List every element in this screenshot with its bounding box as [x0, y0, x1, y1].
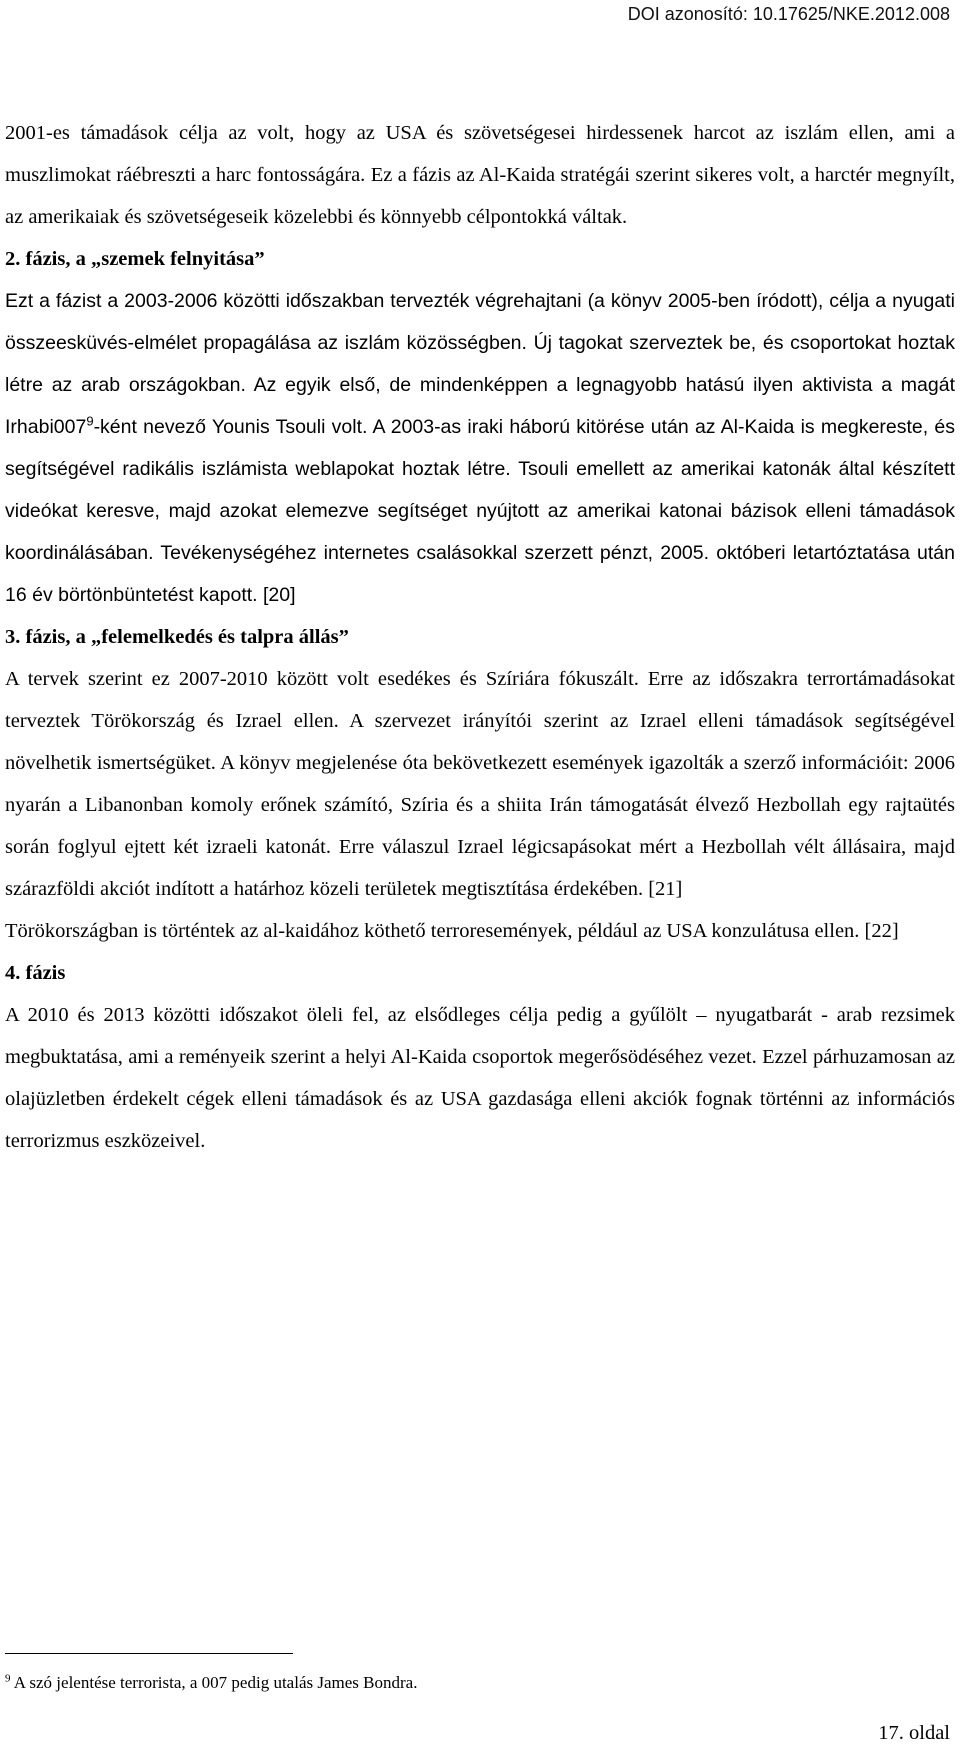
- footnote-reference: 9: [86, 413, 94, 429]
- paragraph-phase-4: A 2010 és 2013 közötti időszakot öleli fel, az elsődleges célja pedig a gyűlölt – nyugatbarát - arab rezsimek megbuktatása, ami a reményeik szerint a helyi Al-Kaida csoportok megerősödéséhez vezet. Ezzel párhuzamosan az olajüzletben érdekelt cégek elleni támadások és az USA gazdasága elleni akciók fognak történni az információs terrorizmus eszközeivel.: [5, 1004, 955, 1152]
- document-body: [5, 112, 955, 1162]
- paragraph-phase-2: [5, 280, 955, 616]
- footnote: [5, 1672, 417, 1694]
- paragraph-intro: 2001-es támadások célja az volt, hogy az USA és szövetségesei hirdessenek harcot az iszlám ellen, ami a muszlimokat ráébreszti a harc fontosságára. Ez a fázis az Al-Kaida stratégái szerint sikeres volt, a harctér megnyílt, az amerikaiak és szövetségeseik közelebbi és könnyebb célpontokká váltak.: [5, 122, 955, 228]
- paragraph-phase-2-text-a: Ezt a fázist a 2003-2006 közötti időszakban tervezték végrehajtani (a könyv 2005-ben íródott), célja a nyugati összeesküvés-elmélet propagálása az iszlám közösségben. Új tagokat szerveztek be, és csoportokat hoztak létre az arab országokban. Az egyik első, de mindenképpen a legnagyobb hatású ilyen aktivista a magát Irhabi007: [5, 290, 955, 438]
- paragraph-turkey: Törökországban is történtek az al-kaidához köthető terroresemények, például az USA konzulátusa ellen. [22]: [5, 920, 899, 942]
- paragraph-phase-2-text-b: -ként nevező Younis Tsouli volt. A 2003-as iraki háború kitörése után az Al-Kaida is megkereste, és segítségével radikális iszlámista weblapokat hoztak létre. Tsouli emellett az amerikai katonák által készített videókat keresve, majd azokat elemezve segítséget nyújtott az amerikai katonai bázisok elleni támadások koordinálásában. Tevékenységéhez internetes csalásokkal szerzett pénzt, 2005. októberi letartóztatása után 16 év börtönbüntetést kapott. [20]: [5, 416, 955, 606]
- heading-phase-3: 3. fázis, a „felemelkedés és talpra állás”: [5, 626, 349, 648]
- footnote-marker: 9: [5, 1672, 11, 1685]
- heading-phase-2: 2. fázis, a „szemek felnyitása”: [5, 248, 265, 270]
- heading-phase-4: 4. fázis: [5, 962, 66, 984]
- doi-header: DOI azonosító: 10.17625/NKE.2012.008: [627, 4, 950, 24]
- footnote-divider: [5, 1653, 293, 1654]
- page-number: 17. oldal: [878, 1722, 950, 1744]
- paragraph-phase-3: A tervek szerint ez 2007-2010 között volt esedékes és Szíriára fókuszált. Erre az időszakra terrortámadásokat terveztek Törökország és Izrael ellen. A szervezet irányítói szerint az Izrael elleni támadások segítségével növelhetik ismertségüket. A könyv megjelenése óta bekövetkezett események igazolták a szerző információit: 2006 nyarán a Libanonban komoly erőnek számító, Szíria és a shiita Irán támogatását élvező Hezbollah egy rajtaütés során foglyul ejtett két izraeli katonát. Erre válaszul Izrael légicsapásokat mért a Hezbollah vélt állásaira, majd szárazföldi akciót indított a határhoz közeli területek megtisztítása érdekében. [21]: [5, 668, 955, 900]
- footnote-text: A szó jelentése terrorista, a 007 pedig utalás James Bondra.: [10, 1673, 418, 1692]
